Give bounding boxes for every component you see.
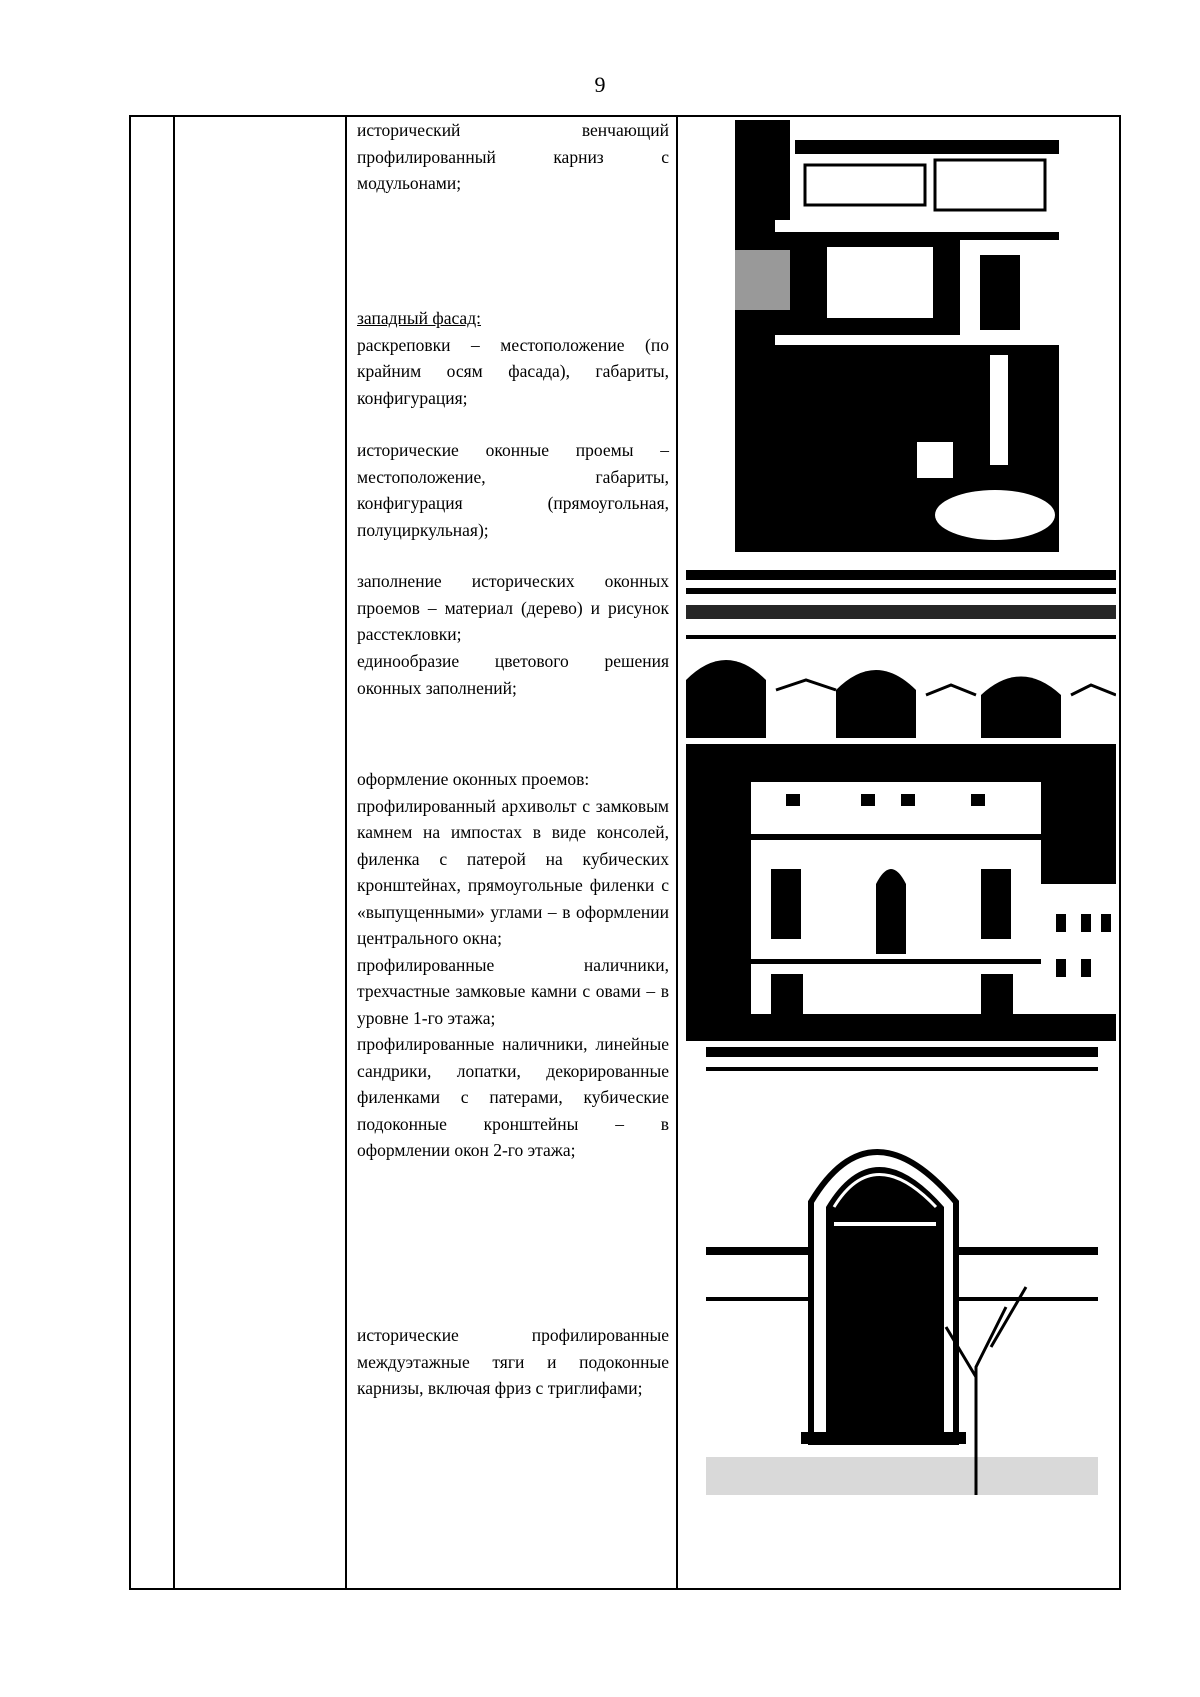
page-number: 9 (594, 72, 606, 97)
building-facade-frontal-photo (686, 744, 1116, 1041)
window-decoration-block (357, 766, 669, 1164)
string-courses-text: исторические профилированные междуэтажные тяги и подоконные карнизы, включая фриз с триглифами; (357, 1325, 669, 1398)
cornice-top-text: исторический венчающий профилированный карниз с модульонами; (357, 120, 669, 193)
window-openings-text: исторические оконные проемы – местоположение, габариты, конфигурация (прямоугольная, полуциркульная); (357, 440, 669, 540)
window-decoration-text: профилированный архивольт с замковым камнем на импостах в виде консолей, филенка с патерой на кубических кронштейнах, прямоугольные филенки с «выпущенными» углами – в оформлении центрального окна; (357, 795, 669, 948)
column-divider (173, 117, 175, 1588)
arched-window-closeup-photo (706, 1047, 1098, 1495)
heritage-elements-table (129, 115, 1121, 1590)
west-facade-heading: западный фасад: (357, 308, 481, 328)
floor2-windows-text: профилированные наличники, линейные сандрики, лопатки, декорированные филенками с патерами, кубические подоконные кронштейны – в оформлении окон 2-го этажа; (357, 1034, 669, 1160)
building-facade-corner-photo (735, 120, 1059, 552)
arched-windows-cornice-photo (686, 560, 1116, 738)
column-divider (345, 117, 347, 1588)
color-uniformity-text: единообразие цветового решения оконных заполнений; (357, 651, 669, 698)
projections-text: раскреповки – местоположение (по крайним осям фасада), габариты, конфигурация; (357, 334, 669, 408)
window-decoration-heading: оформление оконных проемов: (357, 769, 590, 789)
window-fill-text: заполнение исторических оконных проемов – материал (дерево) и рисунок расстекловки; (357, 571, 669, 644)
floor1-windows-text: профилированные наличники, трехчастные замковые камни с овами – в уровне 1-го этажа; (357, 954, 669, 1028)
west-facade-block (357, 305, 669, 411)
column-divider (676, 117, 678, 1588)
